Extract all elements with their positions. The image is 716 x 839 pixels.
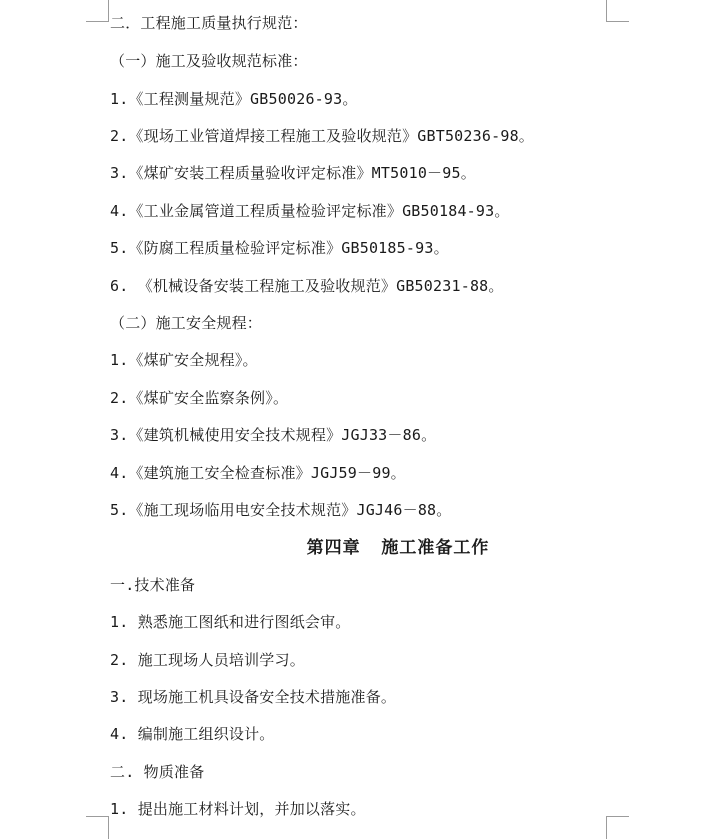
list-item: 2.《煤矿安全监察条例》。 [110,389,289,407]
section-heading-quality-standards: 二．工程施工质量执行规范： [110,14,308,32]
subsection-acceptance-standards: （一）施工及验收规范标准： [110,52,308,70]
list-item: 4.《工业金属管道工程质量检验评定标准》GB50184-93。 [110,202,510,220]
list-item: 5.《施工现场临用电安全技术规范》JGJ46－88。 [110,501,452,519]
list-item: 3. 现场施工机具设备安全技术措施准备。 [110,688,397,706]
crop-mark-top-left [86,0,109,22]
chapter-title: 第四章 施工准备工作 [306,538,490,558]
list-item: 3.《煤矿安装工程质量验收评定标准》MT5010－95。 [110,164,476,182]
section-heading-material-prep: 二. 物质准备 [110,763,205,781]
list-item: 2.《现场工业管道焊接工程施工及验收规范》GBT50236-98。 [110,127,535,145]
list-item: 4. 编制施工组织设计。 [110,725,275,743]
crop-mark-top-right [606,0,629,22]
list-item: 1.《工程测量规范》GB50026-93。 [110,90,358,108]
list-item: 5.《防腐工程质量检验评定标准》GB50185-93。 [110,239,449,257]
list-item: 1. 提出施工材料计划，并加以落实。 [110,800,366,818]
list-item: 1. 熟悉施工图纸和进行图纸会审。 [110,613,351,631]
list-item: 2. 施工现场人员培训学习。 [110,651,305,669]
list-item: 4.《建筑施工安全检查标准》JGJ59－99。 [110,464,406,482]
section-heading-technical-prep: 一.技术准备 [110,576,196,594]
subsection-safety-rules: （二）施工安全规程： [110,314,263,332]
list-item: 1.《煤矿安全规程》。 [110,351,258,369]
crop-mark-bottom-left [86,816,109,839]
crop-mark-bottom-right [606,816,629,839]
list-item: 6. 《机械设备安装工程施工及验收规范》GB50231-88。 [110,277,504,295]
list-item: 3.《建筑机械使用安全技术规程》JGJ33－86。 [110,426,437,444]
